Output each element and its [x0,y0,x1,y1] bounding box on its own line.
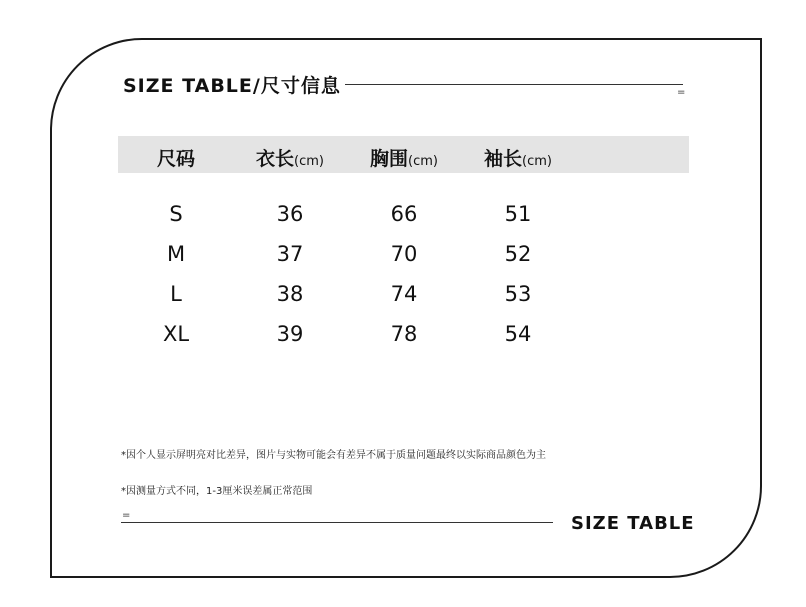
header-sleeve-unit: (cm) [522,154,552,169]
table-cell: 51 [504,202,532,226]
table-cell: 37 [276,242,304,266]
header-sleeve [448,144,588,171]
table-cell: XL [162,322,190,346]
table-cell: S [169,202,183,226]
header-chest-label: 胸围 [370,148,409,170]
header-length-unit: (cm) [294,154,324,169]
footer-divider [121,522,553,523]
color-difference-note: *因个人显示屏明亮对比差异，图片与实物可能会有差异不属于质量问题最终以实际商品颜色为主 [121,450,546,461]
table-cell: 74 [390,282,418,306]
title-divider [345,84,683,85]
table-cell: 36 [276,202,304,226]
size-table-title: SIZE TABLE/尺寸信息 [123,75,341,97]
table-cell: 70 [390,242,418,266]
table-cell: 54 [504,322,532,346]
table-cell: 39 [276,322,304,346]
top-equals-mark: = [677,87,686,98]
table-cell: 66 [390,202,418,226]
header-size-label: 尺码 [156,148,195,170]
table-cell: 38 [276,282,304,306]
table-cell: 53 [504,282,532,306]
table-cell: 52 [504,242,532,266]
table-cell: 78 [390,322,418,346]
footer-title: SIZE TABLE [571,513,695,534]
header-length-label: 衣长 [256,148,295,170]
size-card [50,38,762,578]
measurement-error-note: *因测量方式不同，1-3厘米误差属正常范围 [121,486,313,497]
header-chest-unit: (cm) [408,154,438,169]
header-sleeve-label: 袖长 [484,148,523,170]
table-cell: M [166,242,186,266]
bottom-equals-mark: = [122,510,131,521]
table-cell: L [170,282,182,306]
